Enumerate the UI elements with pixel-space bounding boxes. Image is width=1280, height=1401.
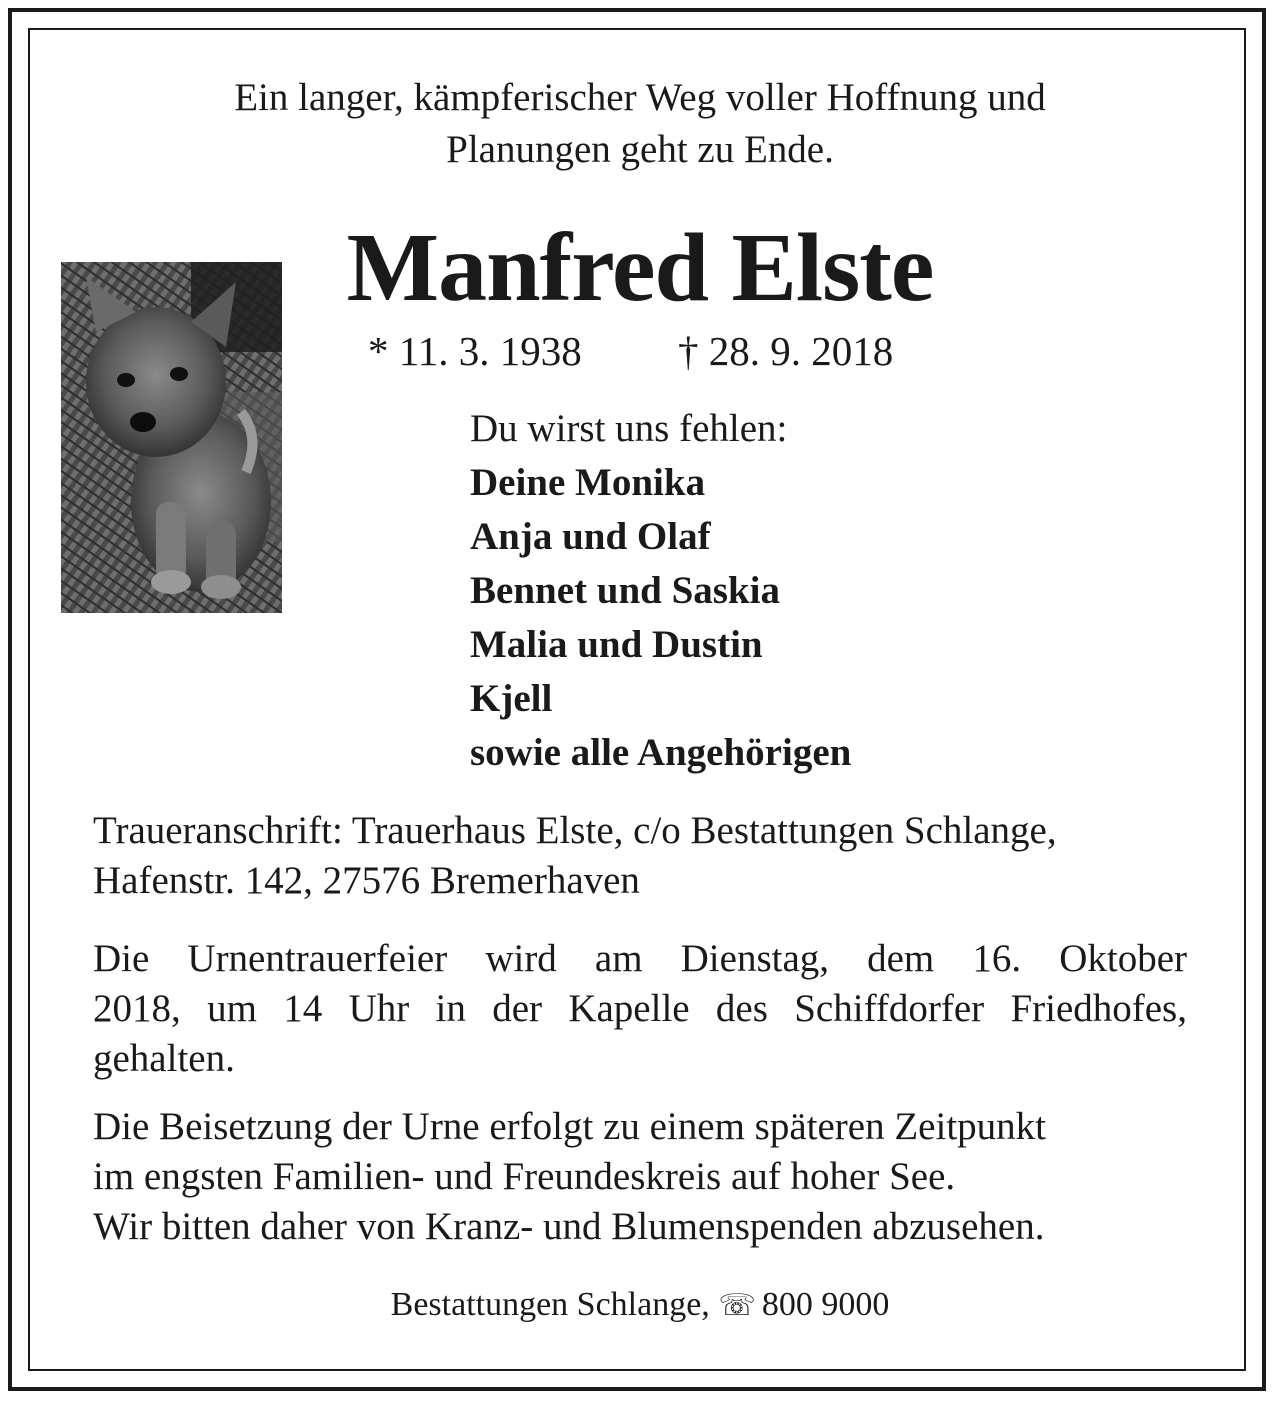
ceremony-line: 2018, um 14 Uhr in der Kapelle des Schiffdorfer Friedhofes, [93,987,1187,1030]
deceased-name [0,208,1280,328]
mourner-entry: sowie alle Angehörigen [470,731,852,774]
phone-icon: ☏ [718,1288,756,1323]
mourner-entry: Anja und Olaf [470,515,711,558]
mourning-address [93,806,1187,906]
address-line: Hafenstr. 142, 27576 Bremerhaven [93,859,640,902]
phone-number: 800 9000 [761,1286,890,1323]
ceremony-line: gehalten. [93,1037,235,1080]
mourner-entry: Kjell [470,677,553,720]
address-line: Traueranschrift: Trauerhaus Elste, c/o Bestattungen Schlange, [93,809,1057,852]
mourner-entry: Bennet und Saskia [470,569,780,612]
burial-line: Die Beisetzung der Urne erfolgt zu einem späteren Zeitpunkt [93,1105,1046,1148]
birth-date: * 11. 3. 1938 [368,328,582,374]
mourners-intro: Du wirst uns fehlen: [470,407,788,450]
burial-line: im engsten Familien- und Freundeskreis auf hoher See. [93,1155,956,1198]
mourner-entry: Deine Monika [470,461,706,504]
mourners-list [470,402,851,780]
name-text: Manfred Elste [346,214,934,322]
burial-line: Wir bitten daher von Kranz- und Blumenspenden abzusehen. [93,1205,1045,1248]
intro-line: Planungen geht zu Ende. [446,128,834,171]
ceremony-info [93,934,1187,1084]
intro-line: Ein langer, kämpferischer Weg voller Hoffnung und [234,76,1046,119]
ceremony-line: Die Urnentrauerfeier wird am Dienstag, dem 16. Oktober [93,937,1187,980]
mourner-entry: Malia und Dustin [470,623,763,666]
death-date: † 28. 9. 2018 [678,328,894,374]
intro-text [0,72,1280,176]
burial-info [93,1102,1187,1252]
funeral-home-name: Bestattungen Schlange, [390,1286,710,1323]
funeral-home-contact [0,1282,1280,1329]
